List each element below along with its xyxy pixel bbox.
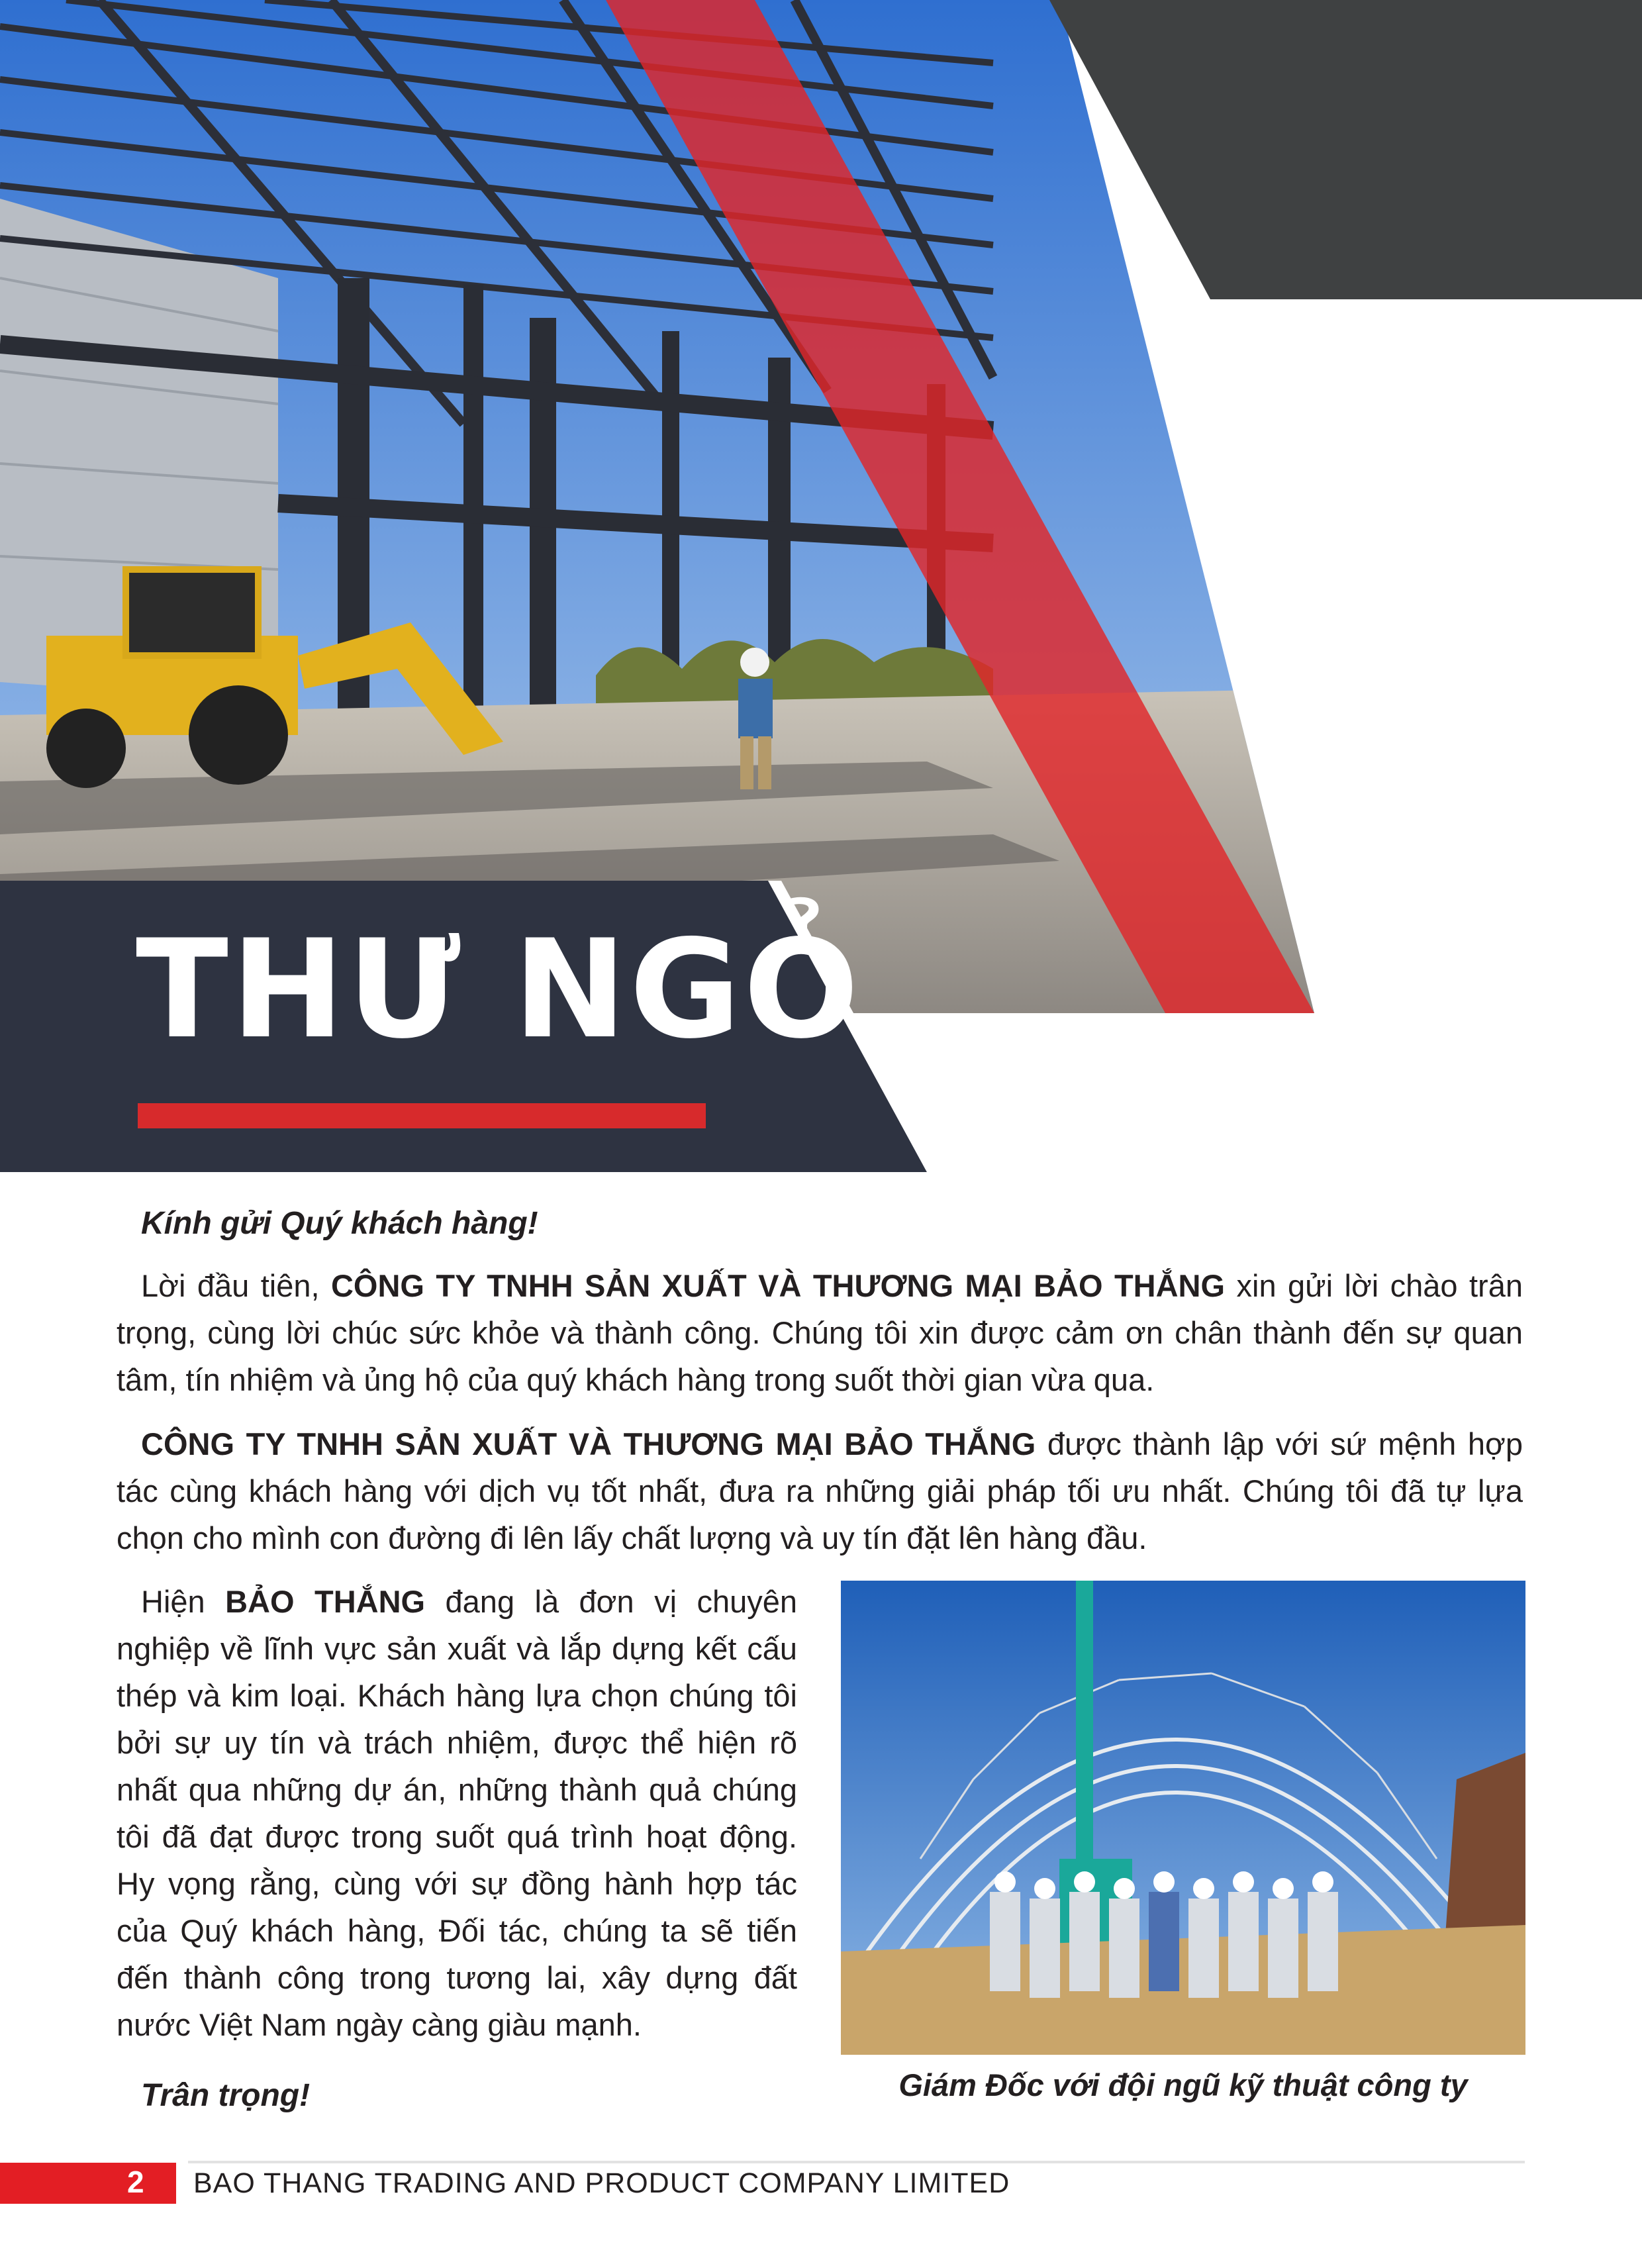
page-number: 2 <box>127 2165 144 2199</box>
footer-company-name: BAO THANG TRADING AND PRODUCT COMPANY LIMITED <box>193 2167 1010 2199</box>
title-underline <box>138 1103 706 1128</box>
page-title: THƯ NGỎ <box>136 911 862 1069</box>
top-right-gray-shape <box>1049 0 1642 299</box>
paragraph-expertise: Hiện BẢO THẮNG đang là đơn vị chuyên nghiệp về lĩnh vực sản xuất và lắp dựng kết cấu thép và kim loại. Khách hàng lựa chọn chúng tôi bởi sự uy tín và trách nhiệm, được thể hiện rõ nhất qua những dự án, những thành quả chúng tôi đã đạt được trong suốt quá trình hoạt động. Hy vọng rằng, cùng với sự đồng hành hợp tác của Quý khách hàng, Đối tác, chúng ta sẽ tiến đến thành công trong tương lai, xây dựng đất nước Việt Nam ngày càng giàu mạnh. <box>117 1584 798 2042</box>
paragraph-intro: Lời đầu tiên, CÔNG TY TNHH SẢN XUẤT VÀ THƯƠNG MẠI BẢO THẮNG xin gửi lời chào trân trọng, cùng lời chúc sức khỏe và thành công. Chúng tôi xin được cảm ơn chân thành đến sự quan tâm, tín nhiệm và ủng hộ của quý khách hàng trong suốt thời gian vừa qua. <box>117 1268 1523 1397</box>
signoff: Trân trọng! <box>141 2078 311 2113</box>
team-photo <box>841 1581 1525 2055</box>
photo-caption: Giám Đốc với đội ngũ kỹ thuật công ty <box>898 2067 1468 2102</box>
footer-red-tab <box>0 2163 176 2204</box>
salutation: Kính gửi Quý khách hàng! <box>141 1206 538 1241</box>
paragraph-mission: CÔNG TY TNHH SẢN XUẤT VÀ THƯƠNG MẠI BẢO THẮNG được thành lập với sứ mệnh hợp tác cùng khách hàng với dịch vụ tốt nhất, đưa ra những giải pháp tối ưu nhất. Chúng tôi đã tự lựa chọn cho mình con đường đi lên lấy chất lượng và uy tín đặt lên hàng đầu. <box>117 1426 1523 1555</box>
company-name: CÔNG TY TNHH SẢN XUẤT VÀ THƯƠNG MẠI BẢO THẮNG <box>141 1426 1036 1461</box>
brand-name: BẢO THẮNG <box>225 1584 426 1619</box>
company-name: CÔNG TY TNHH SẢN XUẤT VÀ THƯƠNG MẠI BẢO THẮNG <box>330 1268 1226 1303</box>
